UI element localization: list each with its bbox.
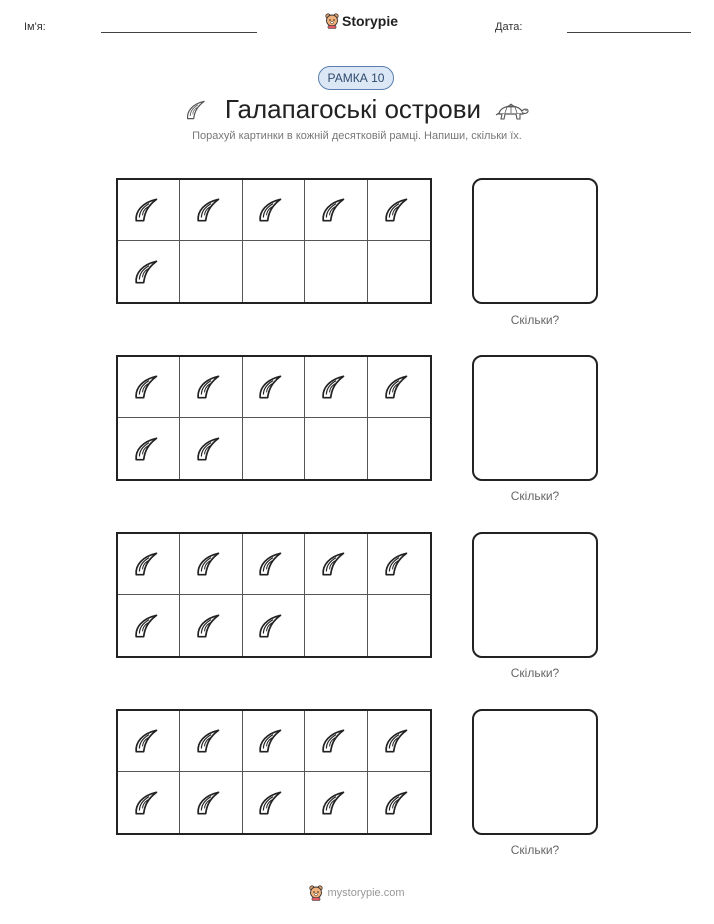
horn-icon: [195, 612, 227, 640]
horn-icon: [257, 550, 289, 578]
frame-cell: [118, 534, 180, 595]
horn-icon: [257, 727, 289, 755]
frame-cell: [118, 772, 180, 833]
frame-cell: [243, 418, 305, 479]
horn-icon: [195, 373, 227, 401]
ten-frame: [116, 532, 432, 658]
horn-icon: [383, 196, 415, 224]
answer-label: Скільки?: [510, 843, 560, 857]
frame-cell: [368, 711, 430, 772]
frame-cell: [368, 772, 430, 833]
frame-cell: [180, 357, 242, 418]
horn-icon: [195, 789, 227, 817]
frame-cell: [118, 180, 180, 241]
frame-cell: [180, 180, 242, 241]
horn-icon: [383, 789, 415, 817]
frame-cell: [305, 241, 367, 302]
frame-cell: [243, 180, 305, 241]
horn-icon: [320, 373, 352, 401]
title-row: [0, 94, 714, 125]
frame-cell: [180, 595, 242, 656]
horn-icon: [133, 550, 165, 578]
frame-cell: [305, 357, 367, 418]
frame-cell: [180, 534, 242, 595]
answer-box[interactable]: [472, 178, 598, 304]
horn-icon: [195, 550, 227, 578]
bear-mascot-icon: [325, 13, 339, 29]
horn-icon: [133, 373, 165, 401]
horn-icon: [133, 727, 165, 755]
frame-cell: [243, 357, 305, 418]
name-label: Ім'я:: [24, 21, 46, 33]
frame-cell: [305, 595, 367, 656]
brand-logo: [325, 13, 398, 29]
frame-cell: [368, 241, 430, 302]
answer-box[interactable]: [472, 355, 598, 481]
frame-cell: [180, 772, 242, 833]
ten-frame: [116, 178, 432, 304]
horn-icon: [195, 435, 227, 463]
bear-mascot-icon: [309, 885, 323, 901]
horn-icon: [383, 727, 415, 755]
frame-cell: [368, 180, 430, 241]
frame-cell: [243, 241, 305, 302]
frame-cell: [180, 418, 242, 479]
name-line[interactable]: [101, 32, 257, 33]
horn-icon: [195, 727, 227, 755]
footer: [0, 885, 714, 901]
horn-icon: [133, 435, 165, 463]
horn-icon: [133, 612, 165, 640]
frame-badge: РАМКА 10: [318, 66, 394, 90]
horn-icon: [133, 196, 165, 224]
horn-icon: [320, 550, 352, 578]
horn-icon: [383, 550, 415, 578]
frame-cell: [305, 418, 367, 479]
horn-icon: [133, 789, 165, 817]
horn-icon: [195, 196, 227, 224]
brand-name: Storypie: [342, 13, 399, 29]
ten-frame: [116, 709, 432, 835]
answer-box[interactable]: [472, 709, 598, 835]
horn-icon: [320, 789, 352, 817]
footer-url: mystorypie.com: [327, 887, 405, 899]
frame-cell: [118, 241, 180, 302]
horn-icon: [383, 373, 415, 401]
horn-icon: [185, 99, 211, 121]
frame-cell: [118, 595, 180, 656]
frame-cell: [368, 418, 430, 479]
date-line[interactable]: [567, 32, 691, 33]
horn-icon: [257, 612, 289, 640]
frame-cell: [368, 595, 430, 656]
frame-cell: [305, 180, 367, 241]
frame-cell: [243, 595, 305, 656]
frame-cell: [180, 711, 242, 772]
frame-cell: [368, 534, 430, 595]
horn-icon: [133, 258, 165, 286]
tortoise-icon: [495, 98, 529, 122]
horn-icon: [257, 196, 289, 224]
answer-label: Скільки?: [510, 313, 560, 327]
ten-frame: [116, 355, 432, 481]
answer-label: Скільки?: [510, 666, 560, 680]
frame-cell: [305, 534, 367, 595]
frame-cell: [243, 711, 305, 772]
date-label: Дата:: [495, 21, 523, 33]
frame-cell: [118, 711, 180, 772]
frame-cell: [305, 711, 367, 772]
frame-cell: [118, 357, 180, 418]
frame-cell: [368, 357, 430, 418]
answer-box[interactable]: [472, 532, 598, 658]
frame-cell: [118, 418, 180, 479]
instructions: Порахуй картинки в кожній десятковій рамці. Напиши, скільки їх.: [192, 130, 522, 142]
horn-icon: [320, 196, 352, 224]
horn-icon: [257, 373, 289, 401]
page-title: Галапагоські острови: [224, 94, 482, 124]
frame-cell: [180, 241, 242, 302]
horn-icon: [257, 789, 289, 817]
answer-label: Скільки?: [510, 489, 560, 503]
frame-cell: [243, 534, 305, 595]
frame-cell: [243, 772, 305, 833]
frame-cell: [305, 772, 367, 833]
horn-icon: [320, 727, 352, 755]
